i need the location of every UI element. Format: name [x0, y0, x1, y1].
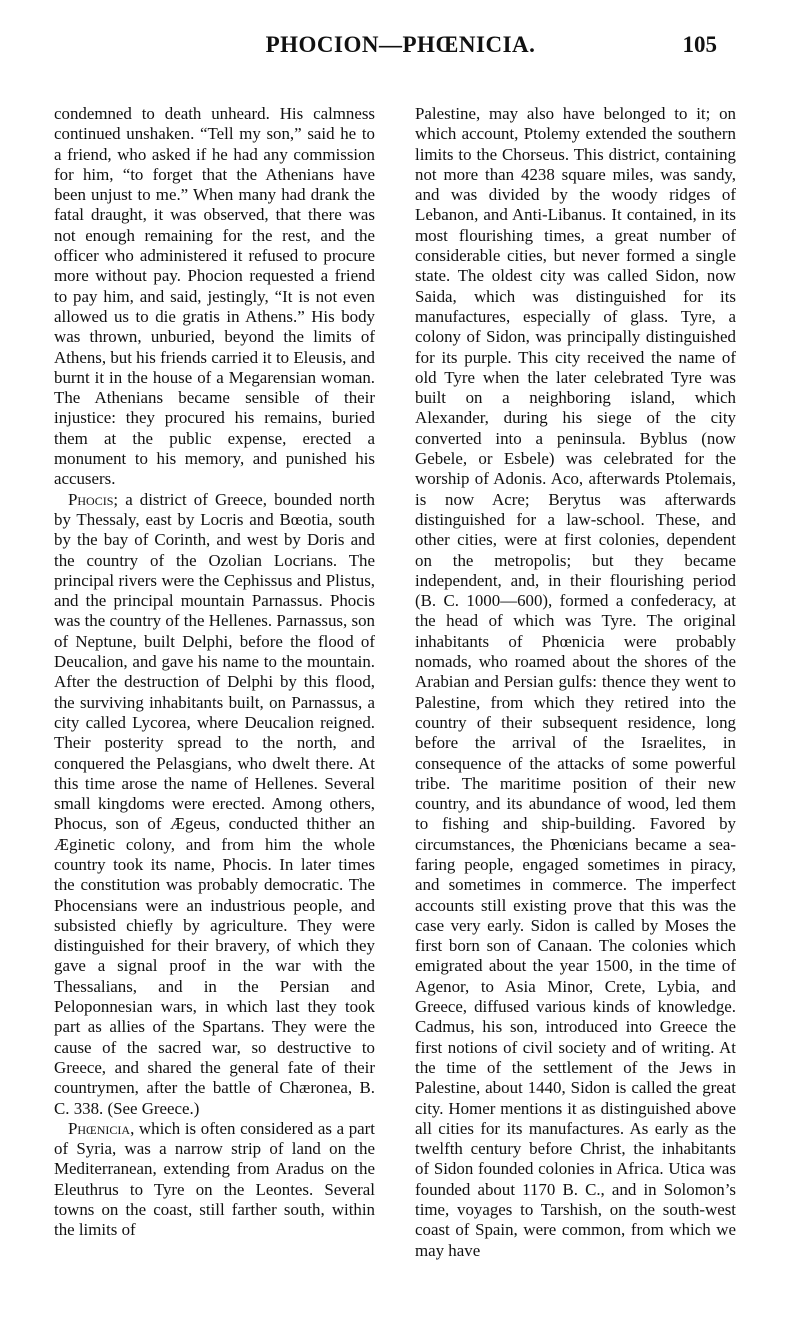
page-number: 105 [682, 32, 717, 57]
left-column [54, 104, 375, 1241]
phocis-headword: Phocis [68, 489, 114, 509]
phocis-text: ; a district of Greece, bounded north by Thessaly, east by Locris and Bœotia, south by the bay of Corinth, and west by Doris and the country of the Ozolian Locrians. The principal rivers were the Cephissus and Plistus, and the principal mountain Parnassus. Phocis was the country of the Hellenes. Parnassus, son of Neptune, built Delphi, before the flood of Deucalion, and gave his name to the mountain. After the destruction of Delphi by this flood, the surviving inhabitants built, on Parnassus, a city called Lycorea, where Deucalion reigned. Their posterity spread to the north, and conquered the Pelasgians, who dwelt there. At this time arose the name of Hellenes. Several small kingdoms were erected. Among others, Phocus, son of Ægeus, conducted thither an Æginetic colony, and from him the whole country took its name, Phocis. In later times the constitution was probably democratic. The Phocensians were an industrious people, and subsisted chiefly by agriculture. They were distinguished for their bravery, of which they gave a signal proof in the war with the Thessalians, and in the Persian and Peloponnesian wars, in which last they took part as allies of the Spartans. They were the cause of the sacred war, so destructive to Greece, and shared the general fate of their countrymen, after the battle of Chæronea, B. C. 338. (See Greece.) [54, 489, 375, 1118]
phocis-entry [54, 490, 375, 1119]
phocion-paragraph: condemned to death unheard. His calmness continued unshaken. “Tell my son,” said he to a friend, who asked if he had any commission for him, “to forget that the Athenians have been unjust to me.” When many had drank the fatal draught, it was observed, that there was not enough remaining for the rest, and the officer who administered it refused to procure more without pay. Phocion requested a friend to pay him, and said, jestingly, “It is not even allowed us to die gratis in Athens.” His body was thrown, unburied, beyond the limits of Athens, but his friends carried it to Eleusis, and burnt it in the house of a Megarensian woman. The Athenians became sensible of their injustice: they procured his remains, buried them at the public expense, erected a monument to his memory, and punished his accusers. [54, 104, 375, 489]
right-column [415, 104, 736, 1261]
phoenicia-continued-paragraph: Palestine, may also have belonged to it; on which account, Ptolemy extended the southern limits to the Chorseus. This district, containing not more than 4238 square miles, was sandy, and was divided by the woody ridges of Lebanon, and Anti-Libanus. It contained, in its most flourishing times, a great number of considerable cities, but never formed a single state. The oldest city was called Sidon, now Saida, which was distinguished for its manufactures, especially of glass. Tyre, a colony of Sidon, was principally distinguished for its purple. This city received the name of old Tyre when the later celebrated Tyre was built on a neighboring island, which Alexander, during his siege of the city converted into a peninsula. Byblus (now Gebele, or Esbele) was celebrated for the worship of Adonis. Aco, afterwards Ptolemais, is now Acre; Berytus was afterwards distinguished for a law-school. These, and other cities, were at first colonies, dependent on the metropolis; but they became independent, and, in their flourishing period (B. C. 1000—600), formed a confederacy, at the head of which was Tyre. The original inhabitants of Phœnicia were probably nomads, who roamed about the shores of the Arabian and Persian gulfs: thence they went to Palestine, from which they retired into the country of their subsequent residence, long before the arrival of the Israelites, in consequence of the attacks of some powerful tribe. The maritime position of their new country, and its abundance of wood, led them to fishing and ship-building. Favored by circumstances, the Phœnicians became a sea-faring people, engaged sometimes in piracy, and sometimes in commerce. The imperfect accounts still existing prove that this was the case very early. Sidon is called by Moses the first born son of Canaan. The colonies which emigrated about the year 1500, in the time of Agenor, to Asia Minor, Crete, Lybia, and Greece, diffused various kinds of knowledge. Cadmus, his son, introduced into Greece the first notions of civil society and of writing. At the time of the settlement of the Jews in Palestine, about 1440, Sidon is called the great city. Homer mentions it as distinguished above all cities for its manufactures. As early as the twelfth century before Christ, the inhabitants of Sidon founded colonies in Africa. Utica was founded about 1170 B. C., and in Solomon’s time, voyages to Tarshish, on the south-west coast of Spain, were common, from which we may have [415, 104, 736, 1260]
phoenicia-entry [54, 1119, 375, 1241]
running-title: PHOCION—PHŒNICIA. [265, 32, 536, 57]
phoenicia-headword: Phœnicia [68, 1118, 131, 1138]
phoenicia-text: , which is often considered as a part of Syria, was a narrow strip of land on the Mediterranean, extending from Aradus on the Eleuthrus to Tyre on the Leontes. Several towns on the coast, still farther south, within the limits of [54, 1118, 375, 1240]
